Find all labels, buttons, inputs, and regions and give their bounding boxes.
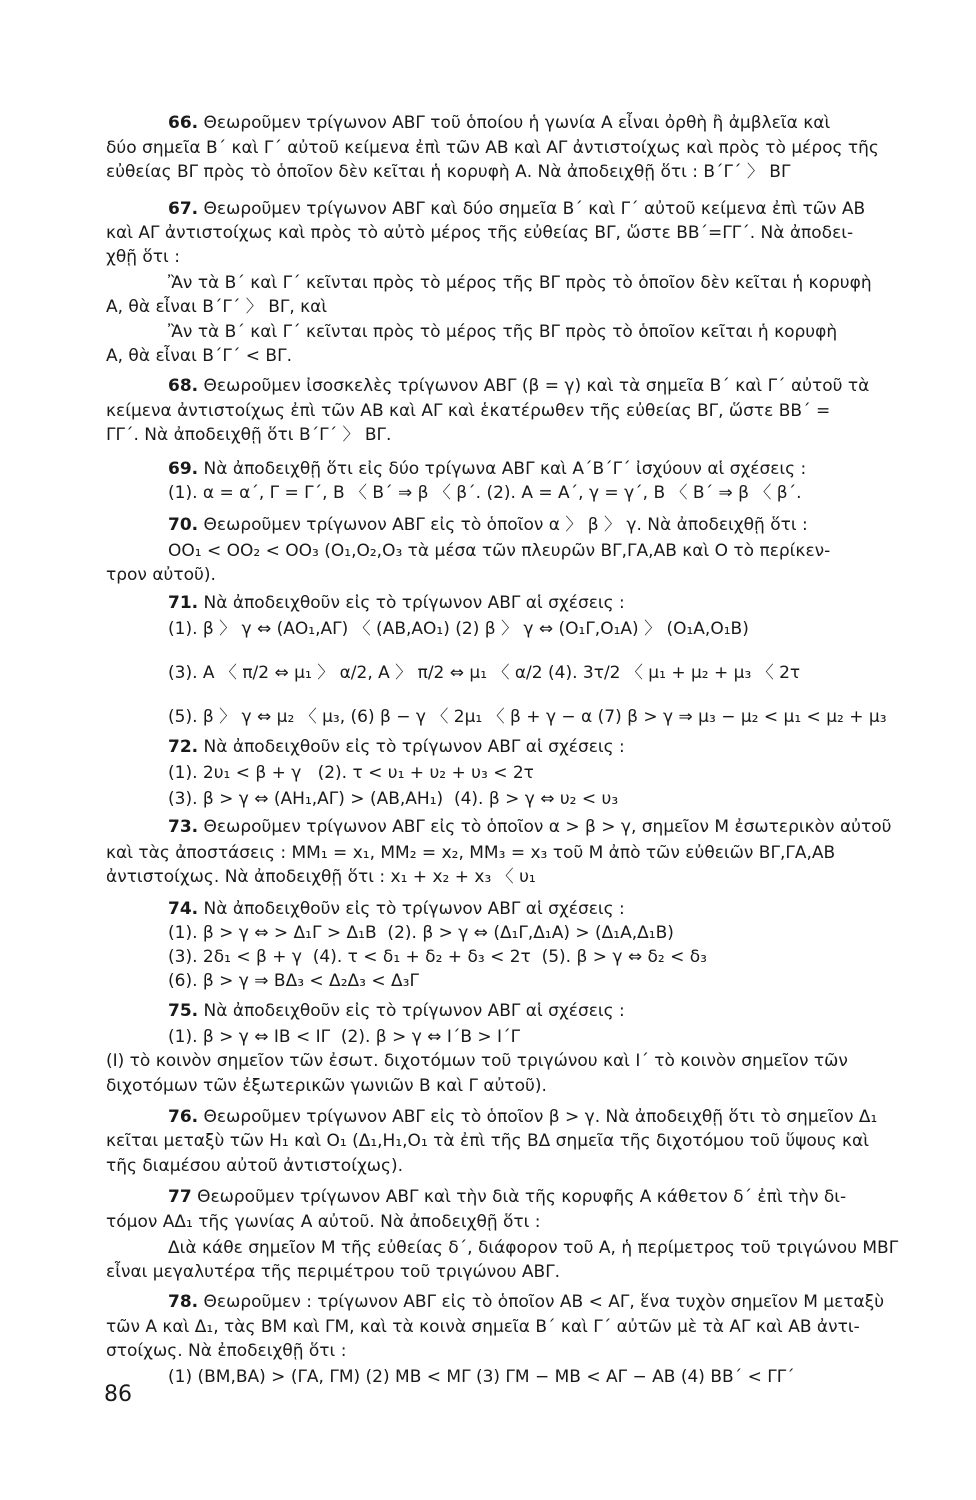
line-text: Θεωροῦμεν : τρίγωνον ΑΒΓ εἰς τὸ ὁποῖον ΑΒ < ΑΓ, ἕνα τυχὸν σημεῖον Μ μεταξὺ — [203, 1292, 885, 1312]
page-number: 86 — [104, 1382, 132, 1407]
line-text: εἶναι μεγαλυτέρα τῆς περιμέτρου τοῦ τριγώνου ΑΒΓ. — [106, 1262, 561, 1282]
text-line — [106, 564, 976, 586]
line-text: (1) (ΒΜ,ΒΑ) > (ΓΑ, ΓΜ) (2) ΜΒ < ΜΓ (3) ΓΜ − ΜΒ < ΑΓ − ΑΒ (4) ΒΒ΄ < ΓΓ΄ — [168, 1367, 795, 1387]
exercise-line — [168, 375, 976, 397]
line-text: (3). β > γ ⇔ (ΑΗ₁,ΑΓ) > (ΑΒ,ΑΗ₁) (4). β > γ ⇔ υ₂ < υ₃ — [168, 789, 619, 809]
text-line — [106, 1130, 976, 1152]
exercise-number: 72. — [168, 737, 199, 757]
exercise-line — [168, 1186, 976, 1208]
line-text: (1). α = α΄, Γ = Γ΄, Β 〈 Β΄ ⇒ β 〈 β΄. (2). Α = Α΄, γ = γ΄, Β 〈 Β΄ ⇒ β 〈 β΄. — [168, 483, 802, 503]
line-text: τῆς διαμέσου αὐτοῦ ἀντιστοίχως). — [106, 1156, 404, 1176]
text-line — [168, 662, 976, 684]
line-text: καὶ ΑΓ ἀντιστοίχως καὶ πρὸς τὸ αὐτὸ μέρος τῆς εὐθείας ΒΓ, ὥστε ΒΒ΄=ΓΓ΄. Νὰ ἀποδει- — [106, 223, 854, 243]
line-text: Νὰ ἀποδειχθοῦν εἰς τὸ τρίγωνον ΑΒΓ αἱ σχέσεις : — [203, 1001, 625, 1021]
text-line — [106, 1211, 976, 1233]
exercise-line — [168, 592, 976, 614]
text-line — [168, 762, 976, 784]
line-text: τῶν Α καὶ Δ₁, τὰς ΒΜ καὶ ΓΜ, καὶ τὰ κοινὰ σημεῖα Β΄ καὶ Γ΄ αὐτῶν μὲ τὰ ΑΓ καὶ ΑΒ ἀντι- — [106, 1317, 860, 1337]
text-line — [106, 1075, 976, 1097]
exercise-line — [168, 1291, 976, 1313]
exercise-number: 73. — [168, 817, 199, 837]
text-line — [106, 1155, 976, 1177]
line-text: τόμον ΑΔ₁ τῆς γωνίας Α αὐτοῦ. Νὰ ἀποδειχθῇ ὅτι : — [106, 1212, 541, 1232]
exercise-number: 74. — [168, 899, 199, 919]
line-text: Θεωροῦμεν τρίγωνον ΑΒΓ εἰς τὸ ὁποῖον α 〉 β 〉 γ. Νὰ ἀποδειχθῇ ὅτι : — [203, 515, 808, 535]
line-text: στοίχως. Νὰ ἐποδειχθῇ ὅτι : — [106, 1341, 347, 1361]
line-text: ΓΓ΄. Νὰ ἀποδειχθῇ ὅτι Β΄Γ΄ 〉 ΒΓ. — [106, 425, 392, 445]
text-line — [106, 1261, 976, 1283]
text-line — [106, 222, 976, 244]
line-text: (3). Α 〈 π/2 ⇔ μ₁ 〉 α/2, Α 〉 π/2 ⇔ μ₁ 〈 α/2 (4). 3τ/2 〈 μ₁ + μ₂ + μ₃ 〈 2τ — [168, 663, 801, 683]
exercise-line — [168, 898, 976, 920]
line-text: Ἂν τὰ Β΄ καὶ Γ΄ κεῖνται πρὸς τὸ μέρος τῆς ΒΓ πρὸς τὸ ὁποῖον δὲν κεῖται ἡ κορυφὴ — [168, 273, 872, 293]
exercise-number: 71. — [168, 593, 199, 613]
line-text: Ἂν τὰ Β΄ καὶ Γ΄ κεῖνται πρὸς τὸ μέρος τῆς ΒΓ πρὸς τὸ ὁποῖον κεῖται ἡ κορυφὴ — [168, 322, 838, 342]
exercise-line — [168, 458, 976, 480]
text-line — [168, 1237, 976, 1259]
text-line — [106, 400, 976, 422]
line-text: Θεωροῦμεν ἰσοσκελὲς τρίγωνον ΑΒΓ (β = γ) καὶ τὰ σημεῖα Β΄ καὶ Γ΄ αὐτοῦ τὰ — [203, 376, 870, 396]
text-line — [106, 137, 976, 159]
exercise-number: 77 — [168, 1187, 192, 1207]
line-text: (6). β > γ ⇒ ΒΔ₃ < Δ₂Δ₃ < Δ₃Γ — [168, 971, 419, 991]
text-line — [106, 1340, 976, 1362]
exercise-line — [168, 514, 976, 536]
text-line — [168, 1366, 976, 1388]
text-line — [168, 970, 976, 992]
line-text: Α, θὰ εἶναι Β΄Γ΄ < ΒΓ. — [106, 346, 292, 366]
exercise-number: 70. — [168, 515, 199, 535]
line-text: (Ι) τὸ κοινὸν σημεῖον τῶν ἐσωτ. διχοτόμων τοῦ τριγώνου καὶ Ι΄ τὸ κοινὸν σημεῖον τῶν — [106, 1051, 848, 1071]
text-line — [168, 482, 976, 504]
line-text: Θεωροῦμεν τρίγωνον ΑΒΓ εἰς τὸ ὁποῖον α > β > γ, σημεῖον Μ ἐσωτερικὸν αὐτοῦ — [203, 817, 892, 837]
text-line — [106, 424, 976, 446]
exercise-number: 78. — [168, 1292, 199, 1312]
line-text: (1). β > γ ⇔ > Δ₁Γ > Δ₁Β (2). β > γ ⇔ (Δ₁Γ,Δ₁Α) > (Δ₁Α,Δ₁Β) — [168, 923, 674, 943]
text-line — [168, 618, 976, 640]
line-text: χθῇ ὅτι : — [106, 247, 180, 267]
text-line — [168, 946, 976, 968]
exercise-line — [168, 1000, 976, 1022]
text-line — [106, 866, 976, 888]
exercise-number: 66. — [168, 113, 199, 133]
exercise-number: 76. — [168, 1107, 199, 1127]
line-text: Νὰ ἀποδειχθοῦν εἰς τὸ τρίγωνον ΑΒΓ αἱ σχέσεις : — [203, 737, 625, 757]
line-text: (1). β 〉 γ ⇔ (ΑΟ₁,ΑΓ) 〈 (ΑΒ,ΑΟ₁) (2) β 〉 γ ⇔ (Ο₁Γ,Ο₁Α) 〉 (Ο₁Α,Ο₁Β) — [168, 619, 749, 639]
exercise-number: 67. — [168, 199, 199, 219]
text-line — [106, 296, 976, 318]
line-text: τρον αὐτοῦ). — [106, 565, 216, 585]
line-text: καὶ τὰς ἀποστάσεις : ΜΜ₁ = x₁, ΜΜ₂ = x₂, ΜΜ₃ = x₃ τοῦ Μ ἀπὸ τῶν εὐθειῶν ΒΓ,ΓΑ,ΑΒ — [106, 843, 836, 863]
exercise-line — [168, 816, 976, 838]
line-text: εὐθείας ΒΓ πρὸς τὸ ὁποῖον δὲν κεῖται ἡ κορυφὴ Α. Νὰ ἀποδειχθῇ ὅτι : Β΄Γ΄ 〉 ΒΓ — [106, 162, 791, 182]
text-line — [168, 540, 976, 562]
line-text: Νὰ ἀποδειχθοῦν εἰς τὸ τρίγωνον ΑΒΓ αἱ σχέσεις : — [203, 593, 625, 613]
exercise-line — [168, 112, 976, 134]
line-text: Θεωροῦμεν τρίγωνον ΑΒΓ τοῦ ὁποίου ἡ γωνία Α εἶναι ὀρθὴ ἢ ἀμβλεῖα καὶ — [203, 113, 831, 133]
exercise-number: 69. — [168, 459, 199, 479]
exercise-line — [168, 198, 976, 220]
line-text: διχοτόμων τῶν ἐξωτερικῶν γωνιῶν Β καὶ Γ αὐτοῦ). — [106, 1076, 547, 1096]
line-text: (1). 2υ₁ < β + γ (2). τ < υ₁ + υ₂ + υ₃ < 2τ — [168, 763, 534, 783]
text-line — [168, 788, 976, 810]
line-text: κείμενα ἀντιστοίχως ἐπὶ τῶν ΑΒ καὶ ΑΓ καὶ ἑκατέρωθεν τῆς εὐθείας ΒΓ, ὥστε ΒΒ΄ = — [106, 401, 831, 421]
line-text: Νὰ ἀποδειχθῇ ὅτι εἰς δύο τρίγωνα ΑΒΓ καὶ Α΄Β΄Γ΄ ἰσχύουν αἱ σχέσεις : — [203, 459, 807, 479]
exercise-number: 68. — [168, 376, 199, 396]
text-line — [106, 246, 976, 268]
line-text: ΟΟ₁ < ΟΟ₂ < ΟΟ₃ (Ο₁,Ο₂,Ο₃ τὰ μέσα τῶν πλευρῶν ΒΓ,ΓΑ,ΑΒ καὶ Ο τὸ περίκεν- — [168, 541, 831, 561]
line-text: Νὰ ἀποδειχθοῦν εἰς τὸ τρίγωνον ΑΒΓ αἱ σχέσεις : — [203, 899, 625, 919]
line-text: κεῖται μεταξὺ τῶν Η₁ καὶ Ο₁ (Δ₁,Η₁,Ο₁ τὰ ἐπὶ τῆς ΒΔ σημεῖα τῆς διχοτόμου τοῦ ὕψους καὶ — [106, 1131, 869, 1151]
exercise-line — [168, 736, 976, 758]
line-text: δύο σημεῖα Β΄ καὶ Γ΄ αὐτοῦ κείμενα ἐπὶ τῶν ΑΒ καὶ ΑΓ ἀντιστοίχως καὶ πρὸς τὸ μέρος τῆς — [106, 138, 879, 158]
text-line — [106, 161, 976, 183]
line-text: Διὰ κάθε σημεῖον Μ τῆς εὐθείας δ΄, διάφορον τοῦ Α, ἡ περίμετρος τοῦ τριγώνου ΜΒΓ — [168, 1238, 899, 1258]
text-line — [168, 321, 976, 343]
text-line — [168, 272, 976, 294]
line-text: Θεωροῦμεν τρίγωνον ΑΒΓ καὶ τὴν διὰ τῆς κορυφῆς Α κάθετον δ΄ ἐπὶ τὴν δι- — [197, 1187, 847, 1207]
text-line — [168, 1026, 976, 1048]
line-text: (1). β > γ ⇔ ΙΒ < ΙΓ (2). β > γ ⇔ Ι΄Β > Ι΄Γ — [168, 1027, 521, 1047]
line-text: (5). β 〉 γ ⇔ μ₂ 〈 μ₃, (6) β − γ 〈 2μ₁ 〈 β + γ − α (7) β > γ ⇒ μ₃ − μ₂ < μ₁ < μ₂ + μ₃ — [168, 707, 887, 727]
exercise-line — [168, 1106, 976, 1128]
text-line — [168, 706, 976, 728]
line-text: ἀντιστοίχως. Νὰ ἀποδειχθῇ ὅτι : x₁ + x₂ + x₃ 〈 υ₁ — [106, 867, 536, 887]
line-text: Α, θὰ εἶναι Β΄Γ΄ 〉 ΒΓ, καὶ — [106, 297, 328, 317]
text-line — [106, 1050, 976, 1072]
exercise-number: 75. — [168, 1001, 199, 1021]
line-text: Θεωροῦμεν τρίγωνον ΑΒΓ εἰς τὸ ὁποῖον β > γ. Νὰ ἀποδειχθῇ ὅτι τὸ σημεῖον Δ₁ — [203, 1107, 878, 1127]
line-text: (3). 2δ₁ < β + γ (4). τ < δ₁ + δ₂ + δ₃ < 2τ (5). β > γ ⇔ δ₂ < δ₃ — [168, 947, 707, 967]
text-line — [168, 922, 976, 944]
text-line — [106, 1316, 976, 1338]
text-line — [106, 842, 976, 864]
line-text: Θεωροῦμεν τρίγωνον ΑΒΓ καὶ δύο σημεῖα Β΄ καὶ Γ΄ αὐτοῦ κείμενα ἐπὶ τῶν ΑΒ — [203, 199, 866, 219]
text-line — [106, 345, 976, 367]
